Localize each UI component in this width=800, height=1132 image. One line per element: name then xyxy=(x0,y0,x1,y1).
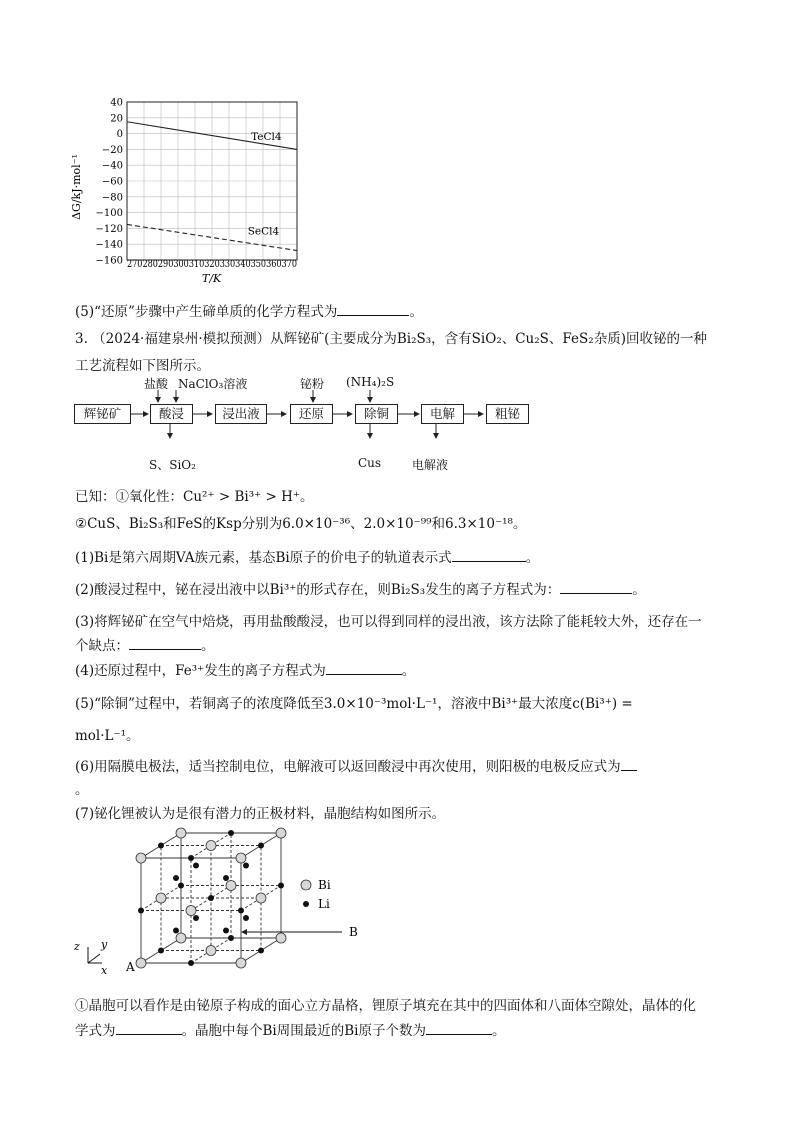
y-tick-label: −120 xyxy=(95,223,123,235)
answer-blank[interactable] xyxy=(116,1034,182,1035)
li-atom xyxy=(278,883,284,889)
input-naclo3: NaClO₃溶液 xyxy=(178,377,248,391)
li-atom xyxy=(193,863,199,869)
li-atom xyxy=(243,915,249,921)
crystal-structure-diagram xyxy=(70,826,370,986)
box-ore: 辉铋矿 xyxy=(74,404,131,424)
y-tick-label: 40 xyxy=(110,97,123,109)
box-reduce: 还原 xyxy=(290,404,333,424)
bi-atom xyxy=(206,946,216,956)
box-acid-leach: 酸浸 xyxy=(150,404,193,424)
q7a-text-2c: 。 xyxy=(491,1023,506,1039)
q5-text-2: mol·L⁻¹。 xyxy=(75,728,140,744)
bi-atom xyxy=(226,881,236,891)
output-s-sio2: S、SiO₂ xyxy=(149,458,196,472)
answer-blank[interactable] xyxy=(452,561,526,562)
period: 。 xyxy=(525,550,540,566)
y-tick-label: 0 xyxy=(116,129,123,141)
period: 。 xyxy=(409,304,423,320)
period: 。 xyxy=(401,663,416,679)
bi-atom xyxy=(276,828,286,838)
y-tick-label: −20 xyxy=(101,144,123,156)
input-bi-powder: 铋粉 xyxy=(300,377,325,391)
li-atom xyxy=(238,908,244,914)
y-tick-label: −60 xyxy=(101,176,123,188)
box-leachate: 浸出液 xyxy=(215,404,267,424)
bi-atom xyxy=(206,841,216,851)
answer-blank[interactable] xyxy=(337,315,409,316)
bi-atom xyxy=(136,958,146,968)
box-remove-cu: 除铜 xyxy=(355,404,398,424)
q3-text-2: 个缺点： xyxy=(75,638,129,654)
bi-atom xyxy=(236,853,246,863)
li-atom xyxy=(243,863,249,869)
li-atom xyxy=(228,830,234,836)
li-atom xyxy=(138,908,144,914)
q3-text-1: (3)将辉铋矿在空气中焙烧，再用盐酸酸浸，也可以得到同样的浸出液，该方法除了能耗较大外，还存在一 xyxy=(75,614,702,630)
bi-atom xyxy=(256,893,266,903)
li-atom xyxy=(193,915,199,921)
y-tick-label: −80 xyxy=(101,192,123,204)
li-atom xyxy=(223,928,229,934)
bi-atom xyxy=(176,828,186,838)
q7-text: (7)铋化锂被认为是很有潜力的正极材料，晶胞结构如图所示。 xyxy=(75,806,446,822)
period: 。 xyxy=(201,638,215,654)
cell-atoms xyxy=(136,828,286,968)
point-b-label: B xyxy=(349,925,358,939)
legend-li-label: Li xyxy=(318,897,330,911)
axis-y-label: y xyxy=(101,938,108,951)
axis-z-label: z xyxy=(74,940,80,953)
y-tick-label: −140 xyxy=(95,239,123,251)
answer-blank[interactable] xyxy=(621,770,637,771)
li-atom xyxy=(258,843,264,849)
known-2: ②CuS、Bi₂S₃和FeS的Ksp分别为6.0×10⁻³⁶、2.0×10⁻⁹⁹和6.3×10⁻¹⁸。 xyxy=(75,516,527,532)
y-tick-label: −100 xyxy=(95,208,123,220)
bi-atom xyxy=(176,933,186,943)
li-atom xyxy=(188,855,194,861)
q1-text: (1)Bi是第六周期VA族元素，基态Bi原子的价电子的轨道表示式 xyxy=(75,550,452,566)
legend-bi-icon xyxy=(301,880,311,890)
li-atom xyxy=(208,895,214,901)
legend-li-icon xyxy=(303,901,309,907)
y-tick-label: −160 xyxy=(95,255,123,267)
q3-intro-line2: 工艺流程如下图所示。 xyxy=(75,358,210,374)
legend-bi-label: Bi xyxy=(318,878,331,892)
q6-text-2: 。 xyxy=(75,782,89,798)
series-label-secl4: SeCl4 xyxy=(247,225,280,238)
answer-blank[interactable] xyxy=(560,593,632,594)
li-atom xyxy=(158,843,164,849)
answer-blank[interactable] xyxy=(326,674,402,675)
answer-blank[interactable] xyxy=(426,1034,492,1035)
output-cus: Cus xyxy=(358,456,382,470)
q7a-text-2a: 学式为 xyxy=(75,1023,116,1039)
chart-x-label: T/K xyxy=(202,272,222,285)
y-tick-label: −40 xyxy=(101,160,123,172)
li-atom xyxy=(173,875,179,881)
q2-text: (2)酸浸过程中，铋在浸出液中以Bi³⁺的形式存在，则Bi₂S₃发生的离子方程式为： xyxy=(75,582,561,598)
input-nh4s: (NH₄)₂S xyxy=(346,375,395,389)
q3-intro-line1: 3. （2024·福建泉州·模拟预测）从辉铋矿(主要成分为Bi₂S₃，含有SiO₂、Cu₂S、FeS₂杂质)回收铋的一种 xyxy=(75,331,707,347)
point-a-label: A xyxy=(126,960,135,974)
box-electrolysis: 电解 xyxy=(421,404,464,424)
series-label-tecl4: TeCl4 xyxy=(251,130,282,143)
q5-text-1: (5)“除铜”过程中，若铜离子的浓度降低至3.0×10⁻³mol·L⁻¹，溶液中Bi³⁺最大浓度c(Bi³⁺) = xyxy=(75,696,633,712)
axis-x-label: x xyxy=(101,964,108,977)
li-atom xyxy=(178,883,184,889)
y-tick-label: 20 xyxy=(110,113,123,125)
bi-atom xyxy=(136,853,146,863)
q4-text: (4)还原过程中，Fe³⁺发生的离子方程式为 xyxy=(75,663,326,679)
chart-x-tick-labels: 270280290300310320330340350360370 xyxy=(127,259,297,270)
li-atom xyxy=(228,935,234,941)
q6-text-1: (6)用隔膜电极法，适当控制电位，电解液可以返回酸浸中再次使用，则阳极的电极反应式为 xyxy=(75,759,621,775)
delta-g-chart xyxy=(60,92,310,310)
li-atom xyxy=(173,928,179,934)
chart-y-label: ΔG/kJ·mol⁻¹ xyxy=(70,154,83,220)
process-flowchart xyxy=(70,374,530,476)
bi-atom xyxy=(276,933,286,943)
answer-blank[interactable] xyxy=(129,649,201,650)
period: 。 xyxy=(632,582,646,598)
input-hcl: 盐酸 xyxy=(144,377,169,391)
known-1: 已知：①氧化性：Cu²⁺ > Bi³⁺ > H⁺。 xyxy=(75,489,314,505)
bi-atom xyxy=(186,906,196,916)
q7a-text-1: ①晶胞可以看作是由铋原子构成的面心立方晶格，锂原子填充在其中的四面体和八面体空隙处，晶体的化 xyxy=(75,998,696,1014)
li-atom xyxy=(223,875,229,881)
box-crude-bi: 粗铋 xyxy=(486,404,529,424)
q5-first-text: (5)“还原”步骤中产生碲单质的化学方程式为 xyxy=(75,304,338,320)
li-atom xyxy=(158,948,164,954)
li-atom xyxy=(188,960,194,966)
output-electrolyte: 电解液 xyxy=(412,458,449,472)
li-atom xyxy=(258,948,264,954)
bi-atom xyxy=(236,958,246,968)
axes-icon xyxy=(73,938,108,977)
q7a-text-2b: 。晶胞中每个Bi周围最近的Bi原子个数为 xyxy=(181,1023,426,1039)
chart-y-ticks xyxy=(96,98,123,267)
bi-atom xyxy=(156,893,166,903)
